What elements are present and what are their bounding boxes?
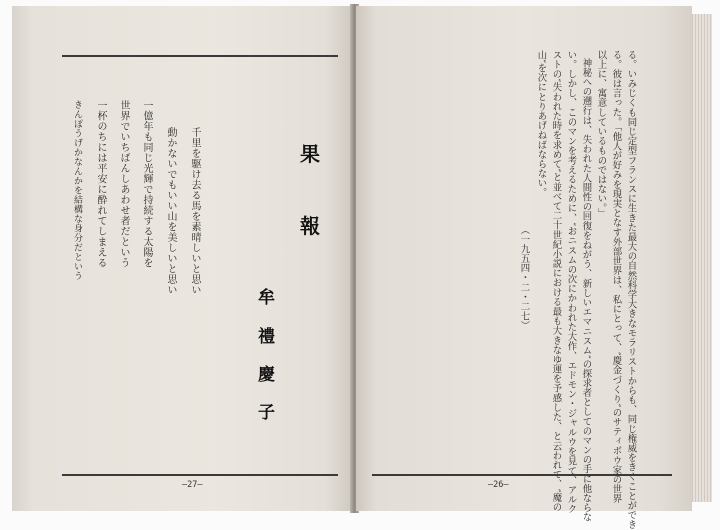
author-char-3: 慶 [258,365,275,385]
poem-line-2: 動かないでもいい山を美しいと思い [165,127,176,295]
prose-line-6: ストの″失われた時を求めて″と並べて二十世紀小説における最も大きなゆ運を予感した、と云われて、″魔の [550,50,562,512]
page-number-right: —26— [488,480,509,490]
prose-line-4: 神秘への遡行は、失われた人間性の回復をねがう、新しいエマニスム″の探求者としてのマンの手に他ならな [580,58,592,523]
bottom-rule-right [372,474,672,476]
author-full [0,0,1,1]
poem-title-char-1: 果 [300,142,320,166]
top-rule-left [62,55,338,57]
poem-line-1: 千里を駆け去る馬を素晴しいと思い [189,127,200,295]
left-page [12,6,352,511]
poem-title-char-2: 報 [300,214,320,238]
author-char-1: 牟 [258,288,275,308]
prose-line-2: る。彼は言った。「他人が好みを現実となす外部世界は、私にとって、″慶金づくり″のサティボウ家の世界 [610,50,622,504]
author-char-2: 禮 [258,327,275,347]
prose-line-7: 山″を次にとりあげねばならない。 [535,50,547,198]
date-note: （一九五四・二・二七） [518,225,530,331]
poem-line-3: 一億年も同じ光輝で持続する太陽を [141,100,152,268]
page-number-left: —27— [182,480,203,490]
poem-line-6: きんぽうげかなんかを結構な身分だという [72,100,82,281]
page-edges [692,14,712,502]
prose-line-3: 以上に、寓意しているものではない。」 [595,50,607,218]
prose-line-5: い。しかし、このマンを考えるために、″おニスムの次にかわれた大作、エドモン・ジャルウを見て、アルク [565,50,577,515]
poem-line-4: 世界でいちばんしあわせ者だという [118,100,129,268]
bottom-rule-left [62,474,338,476]
author-char-4: 子 [258,403,275,423]
prose-line-1: る。いみじくも同じ定型フランスに生きた最大の自然科学大きなモラリストからも、同じ権威をきくことができ [625,50,637,530]
poem-line-5: 一杯のちには平安に酔れてしまえる [95,100,106,268]
